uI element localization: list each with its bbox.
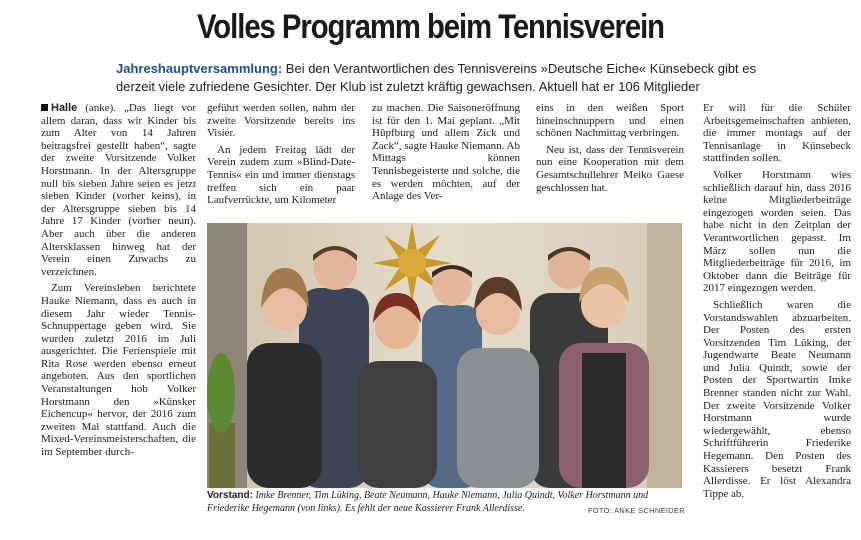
paragraph: An jedem Freitag lädt der Verein zudem zum »Blind-Date-Tennis« ein und immer dienstags treffen sich ein paar Laufverrückte, um Kilometer: [207, 143, 355, 207]
article-column-2: [207, 102, 355, 207]
article-column-1: [41, 102, 196, 459]
plant-icon: [207, 353, 235, 488]
square-bullet-icon: [41, 104, 48, 111]
article-column-3: [372, 102, 520, 203]
paragraph: Volker Horstmann wies schließlich darauf hin, dass 2016 keine Mitgliederbeiträge eingezogen worden seien. Das habe nicht in den Zeitplan der Verantwortlichen gepasst. Im März sollen nun die Mitgliederbeiträge für 2016, im Oktober dann die Beiträge für 2017 eingezogen werden.: [703, 168, 851, 295]
paragraph: Er will für die Schüler Arbeitsgemeinschaften anbieten, die immer montags auf der Tennisanlage in Künsebeck stattfinden sollen.: [703, 102, 851, 165]
group-photo: [207, 223, 682, 488]
article-column-4: [536, 102, 684, 194]
paragraph: Schließlich waren die Vorstandswahlen abzuarbeiten. Der Posten des ersten Vorsitzenden Tim Lüking, der Jugendwarte Beate Neumann und Julia Quindt, sowie der Posten der Sportwartin Imke Brenner standen nicht zur Wahl. Der zweite Vorsitzende Volker Horstmann wurde wiedergewählt, ebenso Schriftführerin Friederike Hegemann. Den Posten des Kassierers besetzt Frank Allerdisse. Er löst Alexandra Tippe ab.: [703, 298, 851, 500]
paragraph: Neu ist, dass der Tennisverein nun eine Kooperation mit dem Gesamtschullehrer Meiko Gaese geschlossen hat.: [536, 143, 684, 194]
headline: Volles Programm beim Tennisverein: [197, 8, 664, 46]
article-lead-paragraph: [41, 102, 196, 278]
caption-label: Vorstand:: [207, 490, 253, 501]
subhead-kicker: Jahreshauptversammlung:: [116, 61, 283, 76]
dateline: Halle: [51, 102, 78, 114]
article-column-5: [703, 102, 851, 500]
group-photo-illustration: [207, 223, 682, 488]
subhead-text: Bei den Verantwortlichen des Tennisvereins »Deutsche Eiche« Künsebeck gibt es derzeit viele zufriedene Gesichter. Der Klub ist zuletzt kräftig gewachsen. Aktuell hat er 106 Mitglieder: [116, 61, 757, 94]
subhead: [116, 60, 756, 96]
photo-caption: [207, 489, 685, 517]
caption-text: Imke Brenner, Tim Lüking, Beate Neumann, Hauke Niemann, Julia Quindt, Volker Horstmann und Friederike Hegemann (von links). Es fehlt der neue Kassierer Frank Allerdisse.: [207, 490, 649, 514]
photo-credit: FOTO: ANKE SCHNEIDER: [587, 506, 685, 515]
paragraph: Zum Vereinsleben berichtete Hauke Niemann, dass es auch in diesem Jahr wieder Tennis-Schnuppertage geben wird. Sie wurden zuletzt 2016 im Juli ausgerichtet. Die Ferienspiele mit Rita Rose werden ebenso erneut angeboten. Aus den sportlichen Veranstaltungen hob Volker Horstmann den »Künsker Eichencup« hervor, der 2016 zum zweiten Mal stattfand. Auch die Mixed-Vereinsmeisterschaften, die im September durch-: [41, 282, 196, 459]
paragraph-text: (anke). „Das liegt vor allem daran, dass wir Kinder bis zum Alter von 14 Jahren beitragsfrei gestellt haben“, sagte der zweite Vorsitzende Volker Horstmann. In der Altersgruppe null bis sieben Jahre seien es jetzt sieben Kinder (vorher keins), in der Altersgruppe sieben bis 14 Jahre 17 Kinder (vorher neun). Aber auch über die anderen Altersklassen hinweg hat der Verein einen Zuwachs zu verzeichnen.: [41, 102, 197, 278]
paragraph: eins in den weißen Sport hineinschnuppern und einen schönen Nachmittag verbringen.: [536, 102, 684, 140]
paragraph: zu machen. Die Saisoneröffnung ist für den 1. Mai geplant. „Mit Hüpfburg und allem Zick und Zack“, sagte Hauke Niemann. Ab Mittags können Tennisbegeisterte und solche, die es werden möchten, auf der Anlage des Ver-: [372, 102, 520, 203]
paragraph: geführt werden sollen, nahm der zweite Vorsitzende bereits ins Visier.: [207, 102, 355, 140]
